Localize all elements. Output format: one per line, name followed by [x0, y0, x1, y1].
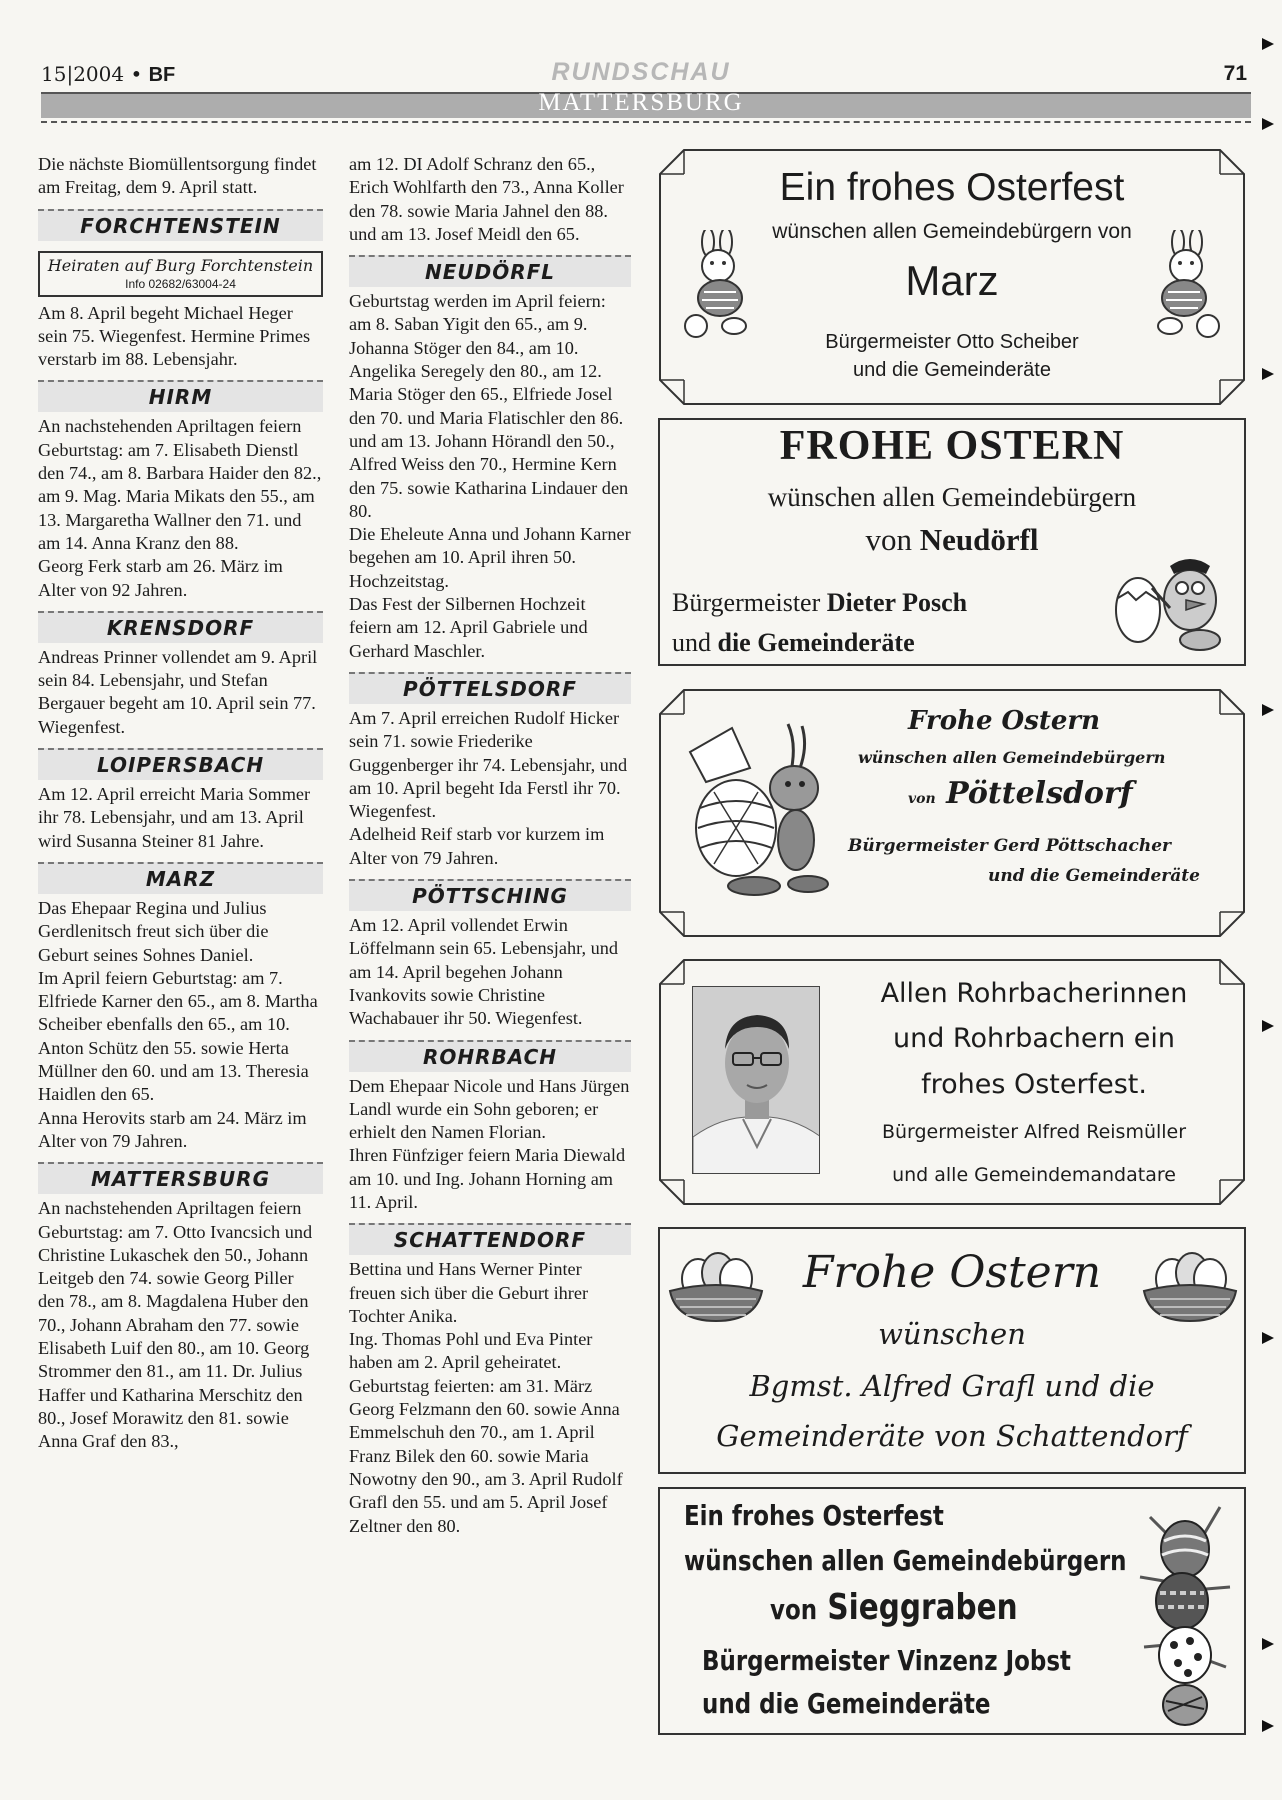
edge-mark: [1262, 1720, 1274, 1732]
article-text: An nachstehenden Apriltagen feiern Geburtstag: am 7. Otto Ivancsich und Christine Lukaschek den 50., Johann Leitgeb den 74. sowie Georg Piller den 78., am 8. Magdalena Huber den 70., Johann Abraham den 77. sowie Elisabeth Luif den 80., am 10. Georg Strommer den 81., am 11. Dr. Julius Haffer und Katharina Merschitz den 80., Josef Morawitz den 81. sowie Anna Graf den 83.,: [38, 1198, 313, 1452]
column-middle: [349, 153, 631, 1538]
ad-place-line: [770, 1587, 1018, 1628]
article-text: Ihren Fünfziger feiern Maria Diewald am 10. und Ing. Johann Horning am 11. April.: [349, 1145, 626, 1212]
heading-hirm: HIRM: [38, 380, 323, 412]
issue-tag: BF: [148, 64, 176, 86]
ad-council-prefix: und: [672, 628, 711, 657]
ad-signature: [672, 583, 967, 663]
article-text: Georg Ferk starb am 26. März im Alter von 92 Jahren.: [38, 556, 283, 600]
article-text: Andreas Prinner vollendet am 9. April sein 84. Lebensjahr, und Stefan Bergauer begeht am 10. April sein 77. Wiegenfest.: [38, 646, 318, 737]
ad-place: Pöttelsdorf: [946, 776, 1133, 811]
ad-mayor: Bgmst. Alfred Grafl und die: [749, 1369, 1155, 1403]
ad-place-prefix: von: [770, 1593, 818, 1626]
article-text: Im April feiern Geburtstag: am 7. Elfriede Karner den 65., am 8. Martha Scheiber ebenfalls den 65., am 10. Anton Schütz den 55. sowie Herta Müllner den 60. und am 13. Theresia Haidlen den 65.: [38, 967, 318, 1105]
ad-marz: [658, 148, 1246, 406]
heading-marz: MARZ: [38, 862, 323, 894]
painting-chick-icon: [1108, 548, 1228, 656]
ad-headline-2: und Rohrbachern ein: [892, 1023, 1176, 1054]
article-text: am 12. DI Adolf Schranz den 65., Erich Wohlfarth den 73., Anna Koller den 78. sowie Maria Jahnel den 88. und am 13. Josef Meidl den 65.: [349, 154, 624, 244]
article-text: Die Eheleute Anna und Johann Karner begehen am 10. April ihren 50. Hochzeitstag.: [349, 524, 631, 591]
edge-mark: [1262, 368, 1274, 380]
ad-neudoerfl: [658, 418, 1246, 666]
ad-mayor: Dieter Posch: [826, 588, 968, 617]
article-text: Am 7. April erreichen Rudolf Hicker sein 71. sowie Friederike Guggenberger ihr 74. Lebensjahr, und am 10. April begeht Ida Ferstl ihr 70. Wiegenfest.: [349, 707, 628, 822]
ad-mayor: Bürgermeister Alfred Reismüller: [881, 1121, 1187, 1143]
ad-place: Sieggraben: [827, 1587, 1018, 1628]
ad-headline-3: frohes Osterfest.: [921, 1069, 1147, 1100]
ad-subline: wünschen allen Gemeindebürgern: [684, 1544, 1127, 1577]
ad-subline: wünschen allen Gemeindebürgern: [767, 482, 1137, 512]
ad-subline: wünschen allen Gemeindebürgern: [858, 748, 1166, 767]
ad-council: und die Gemeinderäte: [988, 866, 1200, 886]
article-text: Geburtstag werden im April feiern: am 8. Saban Yigit den 65., am 9. Johanna Stöger den 84., am 10. Angelika Seregely den 80., am 12. Maria Stöger den 65., Elfriede Josel den 70. und Maria Flatischler den 86. und am 13. Johann Hörandl den 50., Alfred Weiss den 70., Hermine Kern den 75. sowie Katharina Lindauer den 80.: [349, 291, 629, 521]
edge-mark: [1262, 1332, 1274, 1344]
ad-sieggraben: [658, 1487, 1246, 1735]
info-box-title: Heiraten auf Burg Forchtenstein: [47, 255, 314, 275]
ad-council: die Gemeinderäte: [717, 628, 915, 657]
ad-place: Neudörfl: [919, 522, 1039, 557]
info-box-phone: Info 02682/63004-24: [125, 276, 236, 291]
heading-krensdorf: KRENSDORF: [38, 611, 323, 643]
edge-mark: [1262, 1020, 1274, 1032]
ad-headline: Allen Rohrbacherinnen: [880, 978, 1188, 1009]
article-text: Am 12. April vollendet Erwin Löffelmann sein 65. Lebensjahr, und am 14. April begehen Johann Ivankovits sowie Christine Wachabauer ihr 50. Wiegenfest.: [349, 915, 619, 1029]
ad-headline: FROHE OSTERN: [779, 423, 1125, 469]
ad-place-line: [908, 776, 1133, 811]
ad-headline: Ein frohes Osterfest: [684, 1499, 944, 1532]
info-box: [38, 251, 323, 297]
ad-council: und die Gemeinderäte: [853, 359, 1051, 381]
ad-signature: [658, 328, 1246, 384]
article-text: Das Ehepaar Regina und Julius Gerdlenitsch freut sich über die Geburt seines Sohnes Daniel.: [38, 897, 269, 965]
page-number: 71: [1223, 62, 1247, 85]
edge-mark: [1262, 704, 1274, 716]
ad-mayor: Bürgermeister Gerd Pöttschacher: [848, 836, 1171, 856]
ad-headline: Frohe Ostern: [908, 706, 1100, 736]
ad-headline: Ein frohes Osterfest: [779, 166, 1125, 209]
section-title: MATTERSBURG: [538, 89, 744, 116]
article-text: Dem Ehepaar Nicole und Hans Jürgen Landl wurde ein Sohn geboren; er erhielt den Namen Florian.: [349, 1075, 630, 1143]
ad-subline: wünschen allen Gemeindebürgern von: [772, 220, 1132, 243]
intro-text: Die nächste Biomüllentsorgung findet am Freitag, dem 9. April statt.: [38, 154, 317, 198]
ad-subline: wünschen: [878, 1317, 1026, 1351]
heading-poettelsdorf: PÖTTELSDORF: [349, 672, 631, 704]
article-text: Das Fest der Silbernen Hochzeit feiern am 12. April Gabriele und Gerhard Maschler.: [349, 594, 588, 661]
ad-council: Gemeinderäte von Schattendorf: [716, 1419, 1188, 1453]
ad-mayor: Bürgermeister Vinzenz Jobst: [702, 1644, 1072, 1677]
decorated-eggs-icon: [1130, 1497, 1240, 1727]
article-text: Anna Herovits starb am 24. März im Alter von 79 Jahren.: [38, 1107, 307, 1151]
article-text: Am 12. April erreicht Maria Sommer ihr 78. Lebensjahr, und am 13. April wird Susanna Steiner 81 Jahre.: [38, 784, 311, 851]
article-text: Ing. Thomas Pohl und Eva Pinter haben am 2. April geheiratet.: [349, 1329, 593, 1373]
article-text: Adelheid Reif starb vor kurzem im Alter von 79 Jahren.: [349, 824, 605, 868]
heading-neudoerfl: NEUDÖRFL: [349, 255, 631, 287]
ad-place: Marz: [905, 257, 999, 304]
ad-rohrbach: [658, 958, 1246, 1206]
heading-rohrbach: ROHRBACH: [349, 1040, 631, 1072]
bunny-with-egg-icon: [684, 722, 834, 902]
heading-forchtenstein: FORCHTENSTEIN: [38, 209, 323, 241]
article-text: Geburtstag feierten: am 31. März Georg Felzmann den 60. sowie Anna Emmelschuh den 70., am 1. April Franz Bilek den 60. sowie Maria Nowotny den 90., am 3. April Rudolf Grafl den 55. und am 5. April Josef Zeltner den 80.: [349, 1375, 623, 1536]
ad-place-prefix: von: [865, 522, 912, 557]
edge-mark: [1262, 118, 1274, 130]
ad-poettelsdorf: [658, 688, 1246, 938]
heading-loipersbach: LOIPERSBACH: [38, 748, 323, 780]
paper-name: RUNDSCHAU: [551, 58, 731, 86]
ad-mayor: Bürgermeister Otto Scheiber: [825, 331, 1079, 353]
edge-mark: [1262, 1638, 1274, 1650]
column-left: [38, 153, 323, 1453]
header-divider: [41, 121, 1251, 123]
ad-headline: Frohe Ostern: [802, 1247, 1102, 1298]
ad-schattendorf: [658, 1227, 1246, 1474]
article-text: Bettina und Hans Werner Pinter freuen sich über die Geburt ihrer Tochter Anika.: [349, 1259, 589, 1326]
heading-mattersburg: MATTERSBURG: [38, 1162, 323, 1194]
issue-number: 15|2004 •: [41, 62, 143, 86]
ad-council: und die Gemeinderäte: [702, 1687, 991, 1720]
ad-council: und alle Gemeindemandatare: [892, 1164, 1176, 1186]
ad-place-prefix: von: [908, 791, 936, 807]
ad-mayor-prefix: Bürgermeister: [672, 588, 821, 617]
heading-poettsching: PÖTTSCHING: [349, 879, 631, 911]
portrait-photo: [692, 986, 820, 1174]
heading-schattendorf: SCHATTENDORF: [349, 1223, 631, 1255]
article-text: Am 8. April begeht Michael Heger sein 75. Wiegenfest. Hermine Primes verstarb im 88. Lebensjahr.: [38, 302, 311, 370]
article-text: An nachstehenden Apriltagen feiern Geburtstag: am 7. Elisabeth Dienstl den 74., am 8. Barbara Haider den 82., am 9. Mag. Maria Mikats den 55., am 13. Margaretha Wallner den 71. und am 14. Anna Kranz den 88.: [38, 416, 322, 553]
edge-mark: [1262, 38, 1274, 50]
